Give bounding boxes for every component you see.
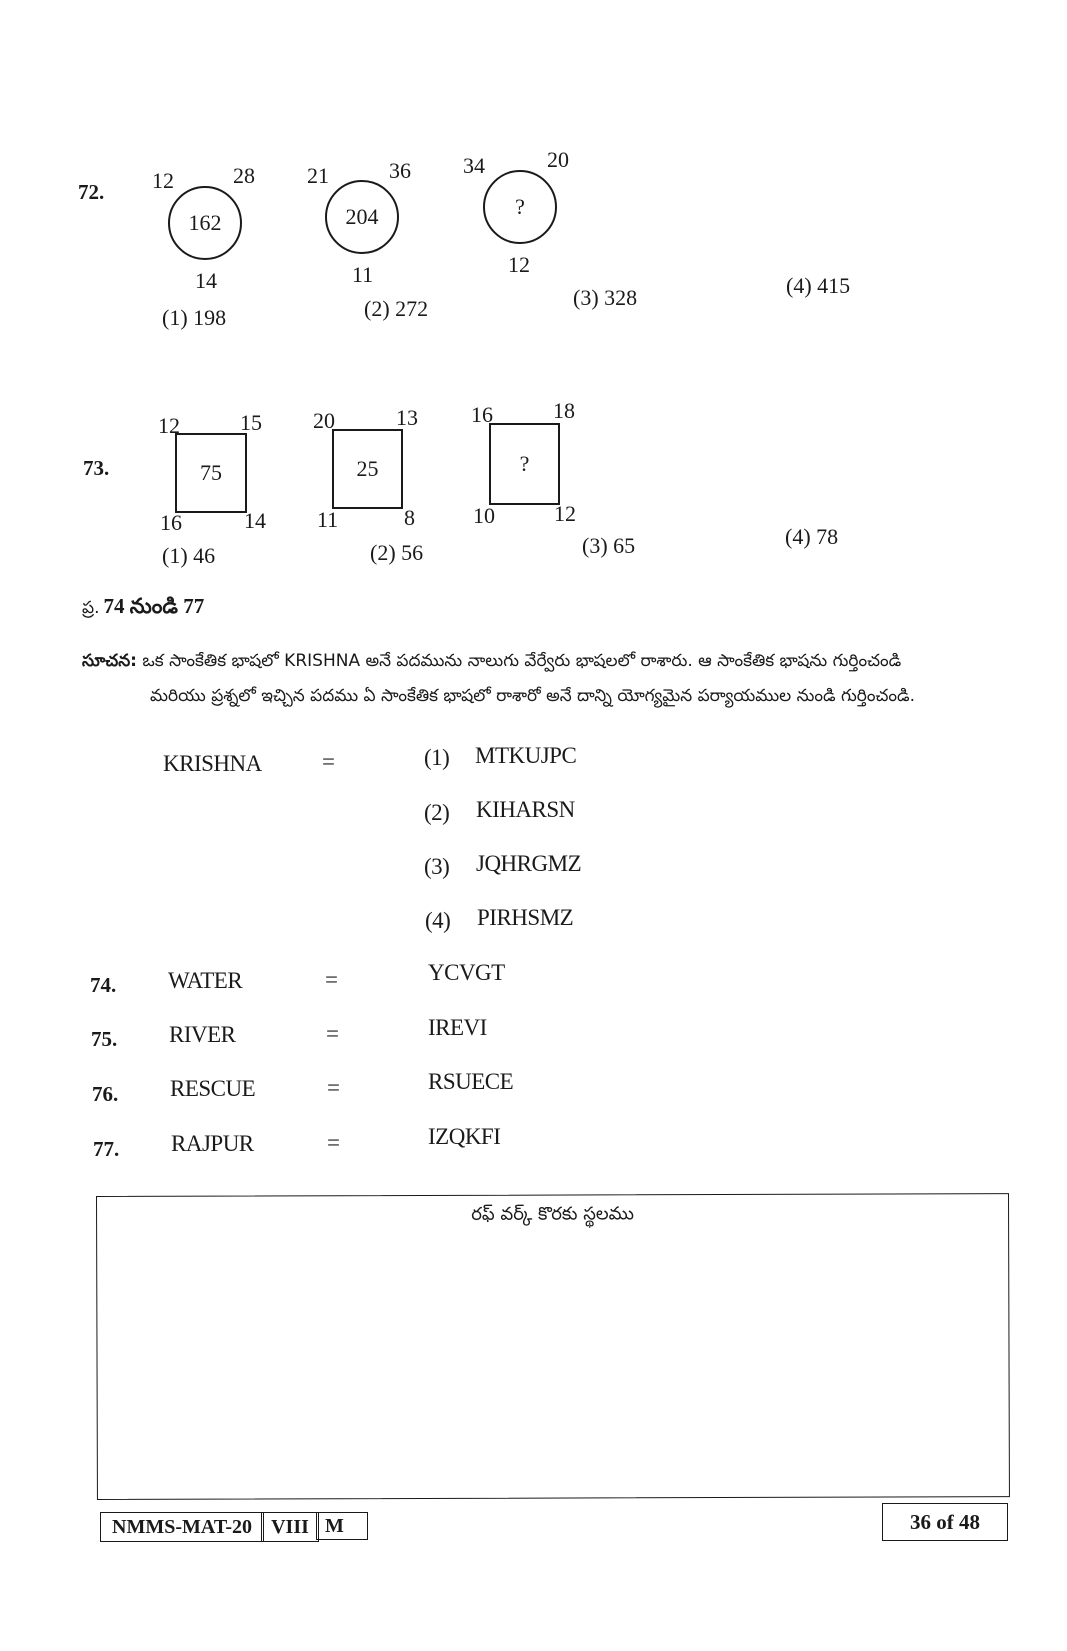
footer-class: VIII bbox=[261, 1512, 319, 1542]
question-number: 72. bbox=[78, 180, 105, 204]
square2-bottom-right: 8 bbox=[404, 505, 415, 530]
question-word: WATER bbox=[168, 968, 243, 993]
key-code-2-number: (2) bbox=[424, 800, 450, 825]
square3-top-right: 18 bbox=[553, 398, 575, 423]
q73-option-2[interactable]: (2) 56 bbox=[370, 540, 424, 565]
square2 bbox=[332, 429, 403, 509]
section-heading-prefix: ప్ర. bbox=[82, 598, 100, 618]
square3 bbox=[489, 423, 560, 505]
q73-option-4[interactable]: (4) 78 bbox=[785, 524, 839, 549]
section-heading bbox=[82, 594, 204, 624]
square3-bottom-left: 10 bbox=[473, 503, 495, 528]
footer-paper-code: NMMS-MAT-20 bbox=[100, 1512, 264, 1542]
square3-center: ? bbox=[519, 451, 530, 476]
q72-option-2[interactable]: (2) 272 bbox=[364, 296, 429, 321]
circle3-bottom: 12 bbox=[508, 252, 530, 277]
key-code-4[interactable]: PIRHSMZ bbox=[477, 905, 574, 930]
instruction-line-1 bbox=[82, 651, 1002, 675]
square3-top-left: 16 bbox=[471, 402, 493, 427]
q72-option-4[interactable]: (4) 415 bbox=[786, 273, 851, 298]
key-code-1[interactable]: MTKUJPC bbox=[475, 743, 577, 768]
instruction-text-1: ఒక సాంకేతిక భాషలో KRISHNA అనే పదమును నాలుగు వేర్వేరు భాషలలో రాశారు. ఆ సాంకేతిక భాషను గుర్తించండి bbox=[142, 651, 902, 671]
circle1-top-right: 28 bbox=[233, 163, 255, 188]
key-word: KRISHNA bbox=[163, 751, 262, 776]
key-code-3[interactable]: JQHRGMZ bbox=[476, 851, 582, 876]
footer-medium: M bbox=[316, 1512, 368, 1540]
footer-page-number: 36 of 48 bbox=[882, 1503, 1008, 1541]
circle1 bbox=[168, 186, 242, 260]
q73-option-1[interactable]: (1) 46 bbox=[162, 543, 216, 568]
circle2-center: 204 bbox=[345, 204, 379, 229]
circle1-bottom: 14 bbox=[195, 268, 217, 293]
question-equals: = bbox=[326, 1021, 339, 1046]
square1-top-right: 15 bbox=[240, 410, 262, 435]
square2-bottom-left: 11 bbox=[317, 507, 339, 532]
square1-bottom-right: 14 bbox=[244, 508, 266, 533]
square2-top-left: 20 bbox=[313, 408, 335, 433]
circle2 bbox=[325, 180, 399, 254]
circle1-top-left: 12 bbox=[152, 168, 174, 193]
question-code: IZQKFI bbox=[428, 1124, 501, 1149]
circle3-center: ? bbox=[515, 194, 525, 219]
question-word: RIVER bbox=[169, 1022, 236, 1047]
question-number: 73. bbox=[83, 456, 110, 480]
question-equals: = bbox=[325, 967, 338, 992]
circle2-top-right: 36 bbox=[389, 158, 411, 183]
instruction-line-2: మరియు ప్రశ్నలో ఇచ్చిన పదము ఏ సాంకేతిక భాషలో రాశారో అనే దాన్ని యోగ్యమైన పర్యాయముల నుండి గుర్తించండి. bbox=[150, 686, 916, 706]
question-code: RSUECE bbox=[428, 1069, 514, 1094]
q72-option-3[interactable]: (3) 328 bbox=[573, 285, 638, 310]
key-code-2[interactable]: KIHARSN bbox=[476, 797, 575, 822]
key-equals: = bbox=[322, 749, 335, 774]
circle1-center: 162 bbox=[188, 210, 222, 235]
rough-work-box bbox=[96, 1193, 1010, 1500]
circle3-top-left: 34 bbox=[463, 153, 485, 178]
question-word: RAJPUR bbox=[171, 1131, 254, 1156]
section-heading-range: 74 నుండి 77 bbox=[103, 594, 205, 618]
instruction-label: సూచన: bbox=[82, 651, 137, 671]
square1 bbox=[175, 433, 247, 513]
circle3 bbox=[483, 170, 557, 244]
q73-option-3[interactable]: (3) 65 bbox=[582, 533, 636, 558]
square2-center: 25 bbox=[356, 456, 379, 481]
question-number: 75. bbox=[91, 1027, 118, 1051]
circle2-top-left: 21 bbox=[307, 163, 329, 188]
q72-option-1[interactable]: (1) 198 bbox=[162, 305, 227, 330]
question-number: 74. bbox=[90, 973, 117, 997]
circle2-bottom: 11 bbox=[352, 262, 374, 287]
circle3-top-right: 20 bbox=[547, 147, 569, 172]
key-code-1-number: (1) bbox=[424, 745, 450, 770]
rough-work-title: రఫ్ వర్క్ కొరకు స్థలము bbox=[471, 1203, 634, 1225]
key-code-4-number: (4) bbox=[425, 908, 451, 933]
square1-center: 75 bbox=[200, 460, 222, 485]
square3-bottom-right: 12 bbox=[554, 501, 576, 526]
question-number: 76. bbox=[92, 1082, 119, 1106]
question-code: IREVI bbox=[428, 1015, 487, 1040]
question-number: 77. bbox=[93, 1137, 120, 1161]
footer-code-box bbox=[100, 1512, 370, 1542]
question-equals: = bbox=[327, 1075, 340, 1100]
square2-top-right: 13 bbox=[396, 405, 418, 430]
question-code: YCVGT bbox=[428, 960, 505, 985]
key-code-3-number: (3) bbox=[424, 854, 450, 879]
square1-bottom-left: 16 bbox=[160, 510, 182, 535]
question-equals: = bbox=[327, 1130, 340, 1155]
square1-top-left: 12 bbox=[158, 413, 180, 438]
question-word: RESCUE bbox=[170, 1076, 256, 1101]
